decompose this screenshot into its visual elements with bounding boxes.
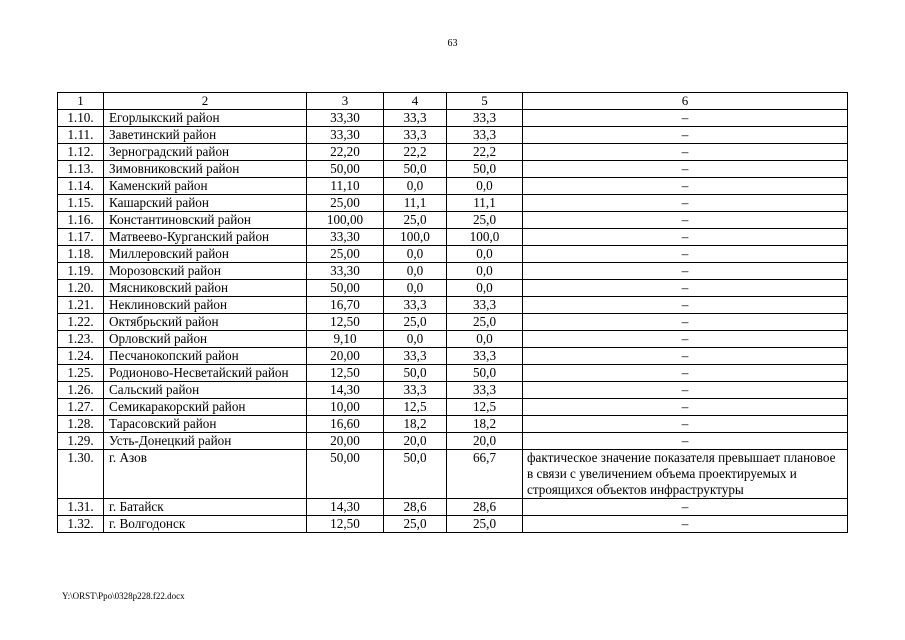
district-name-cell: Зимовниковский район [104,161,307,178]
actual-value-cell: 33,3 [447,110,523,127]
plan-value-cell: 20,00 [307,348,384,365]
district-name-cell: г. Волгодонск [104,516,307,533]
row-number-cell: 1.11. [58,127,104,144]
district-name-cell: Кашарский район [104,195,307,212]
plan-value-cell: 14,30 [307,499,384,516]
value-col4-cell: 50,0 [384,365,447,382]
table-row [58,297,848,314]
plan-value-cell: 20,00 [307,433,384,450]
actual-value-cell: 0,0 [447,246,523,263]
note-cell: – [523,280,848,297]
note-cell: – [523,331,848,348]
district-name-cell: Неклиновский район [104,297,307,314]
actual-value-cell: 0,0 [447,280,523,297]
district-name-cell: Сальский район [104,382,307,399]
actual-value-cell: 25,0 [447,314,523,331]
table-row [58,263,848,280]
district-name-cell: Морозовский район [104,263,307,280]
table-row [58,314,848,331]
row-number-cell: 1.20. [58,280,104,297]
table-row [58,144,848,161]
district-name-cell: Родионово-Несветайский район [104,365,307,382]
table-row [58,499,848,516]
district-name-cell: Матвеево-Курганский район [104,229,307,246]
row-number-cell: 1.29. [58,433,104,450]
plan-value-cell: 100,00 [307,212,384,229]
header-cell: 6 [523,93,848,110]
row-number-cell: 1.16. [58,212,104,229]
actual-value-cell: 28,6 [447,499,523,516]
table-row [58,195,848,212]
value-col4-cell: 18,2 [384,416,447,433]
plan-value-cell: 33,30 [307,263,384,280]
row-number-cell: 1.32. [58,516,104,533]
district-name-cell: Миллеровский район [104,246,307,263]
table-row [58,365,848,382]
actual-value-cell: 18,2 [447,416,523,433]
plan-value-cell: 9,10 [307,331,384,348]
table-row [58,433,848,450]
table-row [58,399,848,416]
value-col4-cell: 0,0 [384,178,447,195]
data-table [57,92,848,533]
row-number-cell: 1.17. [58,229,104,246]
header-cell: 5 [447,93,523,110]
plan-value-cell: 12,50 [307,365,384,382]
actual-value-cell: 25,0 [447,212,523,229]
value-col4-cell: 0,0 [384,280,447,297]
table-row [58,416,848,433]
actual-value-cell: 33,3 [447,382,523,399]
plan-value-cell: 22,20 [307,144,384,161]
note-cell: – [523,110,848,127]
actual-value-cell: 50,0 [447,365,523,382]
note-cell: – [523,161,848,178]
value-col4-cell: 20,0 [384,433,447,450]
row-number-cell: 1.25. [58,365,104,382]
actual-value-cell: 66,7 [447,450,523,499]
actual-value-cell: 50,0 [447,161,523,178]
note-cell: – [523,348,848,365]
actual-value-cell: 33,3 [447,297,523,314]
plan-value-cell: 33,30 [307,110,384,127]
actual-value-cell: 20,0 [447,433,523,450]
value-col4-cell: 25,0 [384,212,447,229]
row-number-cell: 1.19. [58,263,104,280]
table-row [58,348,848,365]
value-col4-cell: 0,0 [384,331,447,348]
actual-value-cell: 0,0 [447,263,523,280]
row-number-cell: 1.10. [58,110,104,127]
note-cell: – [523,399,848,416]
note-cell: – [523,229,848,246]
row-number-cell: 1.14. [58,178,104,195]
plan-value-cell: 25,00 [307,195,384,212]
value-col4-cell: 33,3 [384,127,447,144]
header-cell: 4 [384,93,447,110]
table-row [58,178,848,195]
value-col4-cell: 11,1 [384,195,447,212]
plan-value-cell: 12,50 [307,516,384,533]
note-cell: – [523,195,848,212]
plan-value-cell: 11,10 [307,178,384,195]
district-name-cell: Каменский район [104,178,307,195]
header-cell: 2 [104,93,307,110]
note-cell: – [523,516,848,533]
note-cell: – [523,263,848,280]
row-number-cell: 1.13. [58,161,104,178]
district-name-cell: Константиновский район [104,212,307,229]
page-number: 63 [447,38,458,49]
plan-value-cell: 50,00 [307,280,384,297]
value-col4-cell: 25,0 [384,516,447,533]
district-name-cell: Заветинский район [104,127,307,144]
district-name-cell: Усть-Донецкий район [104,433,307,450]
note-cell: – [523,144,848,161]
value-col4-cell: 50,0 [384,450,447,499]
note-cell: – [523,416,848,433]
row-number-cell: 1.12. [58,144,104,161]
note-cell: фактическое значение показателя превышает плановое в связи с увеличением объема проектируемых и строящихся объектов инфраструктуры [523,450,848,499]
note-cell: – [523,433,848,450]
plan-value-cell: 33,30 [307,229,384,246]
value-col4-cell: 33,3 [384,382,447,399]
actual-value-cell: 11,1 [447,195,523,212]
district-name-cell: Зерноградский район [104,144,307,161]
row-number-cell: 1.28. [58,416,104,433]
value-col4-cell: 25,0 [384,314,447,331]
note-cell: – [523,382,848,399]
header-cell: 1 [58,93,104,110]
value-col4-cell: 33,3 [384,110,447,127]
actual-value-cell: 0,0 [447,178,523,195]
note-cell: – [523,212,848,229]
plan-value-cell: 10,00 [307,399,384,416]
table-row [58,331,848,348]
district-name-cell: Семикаракорский район [104,399,307,416]
row-number-cell: 1.21. [58,297,104,314]
table-row [58,161,848,178]
actual-value-cell: 25,0 [447,516,523,533]
table-header-row [58,93,848,110]
note-cell: – [523,246,848,263]
table-row [58,246,848,263]
row-number-cell: 1.15. [58,195,104,212]
actual-value-cell: 0,0 [447,331,523,348]
value-col4-cell: 12,5 [384,399,447,416]
actual-value-cell: 12,5 [447,399,523,416]
value-col4-cell: 33,3 [384,348,447,365]
row-number-cell: 1.30. [58,450,104,499]
plan-value-cell: 50,00 [307,450,384,499]
plan-value-cell: 12,50 [307,314,384,331]
value-col4-cell: 0,0 [384,246,447,263]
note-cell: – [523,314,848,331]
note-cell: – [523,178,848,195]
row-number-cell: 1.26. [58,382,104,399]
value-col4-cell: 28,6 [384,499,447,516]
row-number-cell: 1.23. [58,331,104,348]
note-cell: – [523,127,848,144]
row-number-cell: 1.27. [58,399,104,416]
district-name-cell: г. Батайск [104,499,307,516]
district-name-cell: Орловский район [104,331,307,348]
plan-value-cell: 16,60 [307,416,384,433]
table-row [58,280,848,297]
district-name-cell: Мясниковский район [104,280,307,297]
value-col4-cell: 33,3 [384,297,447,314]
actual-value-cell: 33,3 [447,127,523,144]
district-name-cell: Песчанокопский район [104,348,307,365]
row-number-cell: 1.24. [58,348,104,365]
table-row [58,127,848,144]
actual-value-cell: 33,3 [447,348,523,365]
table-row [58,382,848,399]
note-cell: – [523,365,848,382]
plan-value-cell: 33,30 [307,127,384,144]
table-row [58,450,848,499]
footer-file-path: Y:\ORST\Ppo\0328p228.f22.docx [62,591,185,601]
plan-value-cell: 16,70 [307,297,384,314]
value-col4-cell: 100,0 [384,229,447,246]
table-row [58,516,848,533]
plan-value-cell: 50,00 [307,161,384,178]
row-number-cell: 1.18. [58,246,104,263]
plan-value-cell: 25,00 [307,246,384,263]
actual-value-cell: 100,0 [447,229,523,246]
actual-value-cell: 22,2 [447,144,523,161]
table-row [58,229,848,246]
district-name-cell: Тарасовский район [104,416,307,433]
value-col4-cell: 50,0 [384,161,447,178]
plan-value-cell: 14,30 [307,382,384,399]
district-name-cell: Егорлыкский район [104,110,307,127]
row-number-cell: 1.22. [58,314,104,331]
row-number-cell: 1.31. [58,499,104,516]
district-name-cell: Октябрьский район [104,314,307,331]
note-cell: – [523,499,848,516]
header-cell: 3 [307,93,384,110]
district-name-cell: г. Азов [104,450,307,499]
value-col4-cell: 0,0 [384,263,447,280]
note-cell: – [523,297,848,314]
table-row [58,212,848,229]
value-col4-cell: 22,2 [384,144,447,161]
table-row [58,110,848,127]
